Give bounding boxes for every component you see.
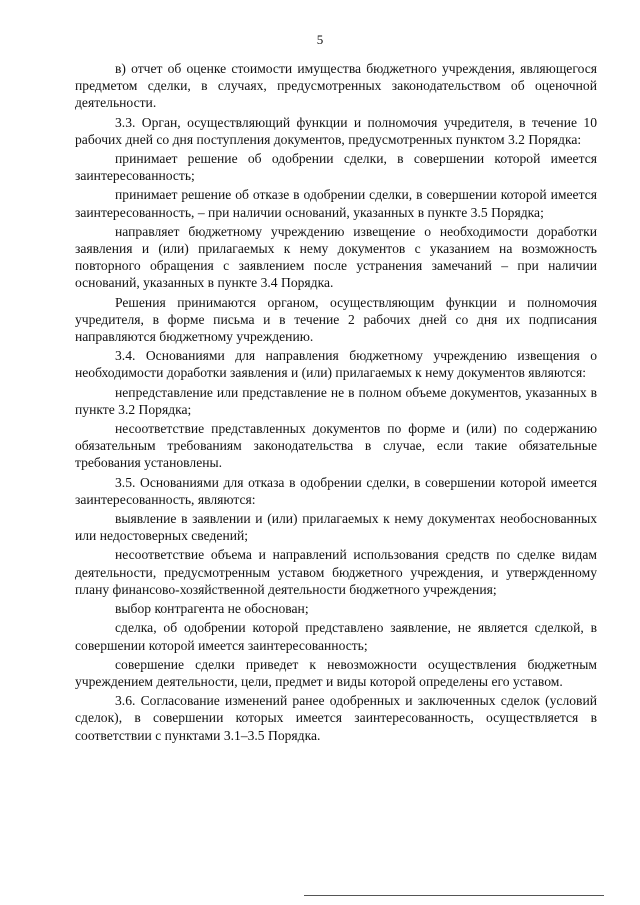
paragraph-3-4: 3.4. Основаниями для направления бюджетному учреждению извещения о необходимости доработки заявления и (или) прилагаемых к нему документов являются: <box>75 348 597 381</box>
footer-divider <box>304 895 604 896</box>
paragraph-funds-mismatch: несоответствие объема и направлений использования средств по сделке видам деятельности, предусмотренным уставом бюджетного учреждения, и утвержденному плану финансово-хозяйственной деятельности бюджетного учреждения; <box>75 547 597 597</box>
page-number: 5 <box>316 32 324 47</box>
paragraph-false-information: выявление в заявлении и (или) прилагаемых к нему документах необоснованных или недостоверных сведений; <box>75 511 597 544</box>
paragraph-refuse-decision: принимает решение об отказе в одобрении сделки, в совершении которой имеется заинтересованность, – при наличии оснований, указанных в пункте 3.5 Порядка; <box>75 187 597 220</box>
document-body <box>75 60 597 746</box>
paragraph-not-interested-deal: сделка, об одобрении которой представлено заявление, не является сделкой, в совершении которой имеется заинтересованность; <box>75 620 597 653</box>
paragraph-3-5: 3.5. Основаниями для отказа в одобрении сделки, в совершении которой имеется заинтересованность, являются: <box>75 474 597 507</box>
paragraph-approve-decision: принимает решение об одобрении сделки, в совершении которой имеется заинтересованность; <box>75 151 597 184</box>
paragraph-3-3: 3.3. Орган, осуществляющий функции и полномочия учредителя, в течение 10 рабочих дней со дня поступления документов, предусмотренных пунктом 3.2 Порядка: <box>75 114 597 147</box>
paragraph-incomplete-documents: непредставление или представление не в полном объеме документов, указанных в пункте 3.2 Порядка; <box>75 384 597 417</box>
paragraph-3-6: 3.6. Согласование изменений ранее одобренных и заключенных сделок (условий сделок), в совершении которых имеется заинтересованность, осуществляется в соответствии с пунктами 3.1–3.5 Порядка. <box>75 693 597 743</box>
paragraph-nonconformity: несоответствие представленных документов по форме и (или) по содержанию обязательным требованиям законодательства в случае, если такие обязательные требования установлены. <box>75 421 597 471</box>
paragraph-contractor-choice: выбор контрагента не обоснован; <box>115 601 309 617</box>
paragraph-impossibility: совершение сделки приведет к невозможности осуществления бюджетным учреждением деятельности, цели, предмет и виды которой определены его уставом. <box>75 656 597 689</box>
paragraph-decisions-form: Решения принимаются органом, осуществляющим функции и полномочия учредителя, в форме письма и в течение 2 рабочих дней со дня их подписания направляются бюджетному учреждению. <box>75 294 597 345</box>
paragraph-revision-notice: направляет бюджетному учреждению извещение о необходимости доработки заявления и (или) прилагаемых к нему документов с указанием на возможность повторного обращения с заявлением после устранения замечаний – при наличии оснований, указанных в пункте 3.4 Порядка. <box>75 223 597 291</box>
paragraph-report-valuation: в) отчет об оценке стоимости имущества бюджетного учреждения, являющегося предметом сделки, в случаях, предусмотренных законодательством об оценочной деятельности. <box>75 61 597 111</box>
